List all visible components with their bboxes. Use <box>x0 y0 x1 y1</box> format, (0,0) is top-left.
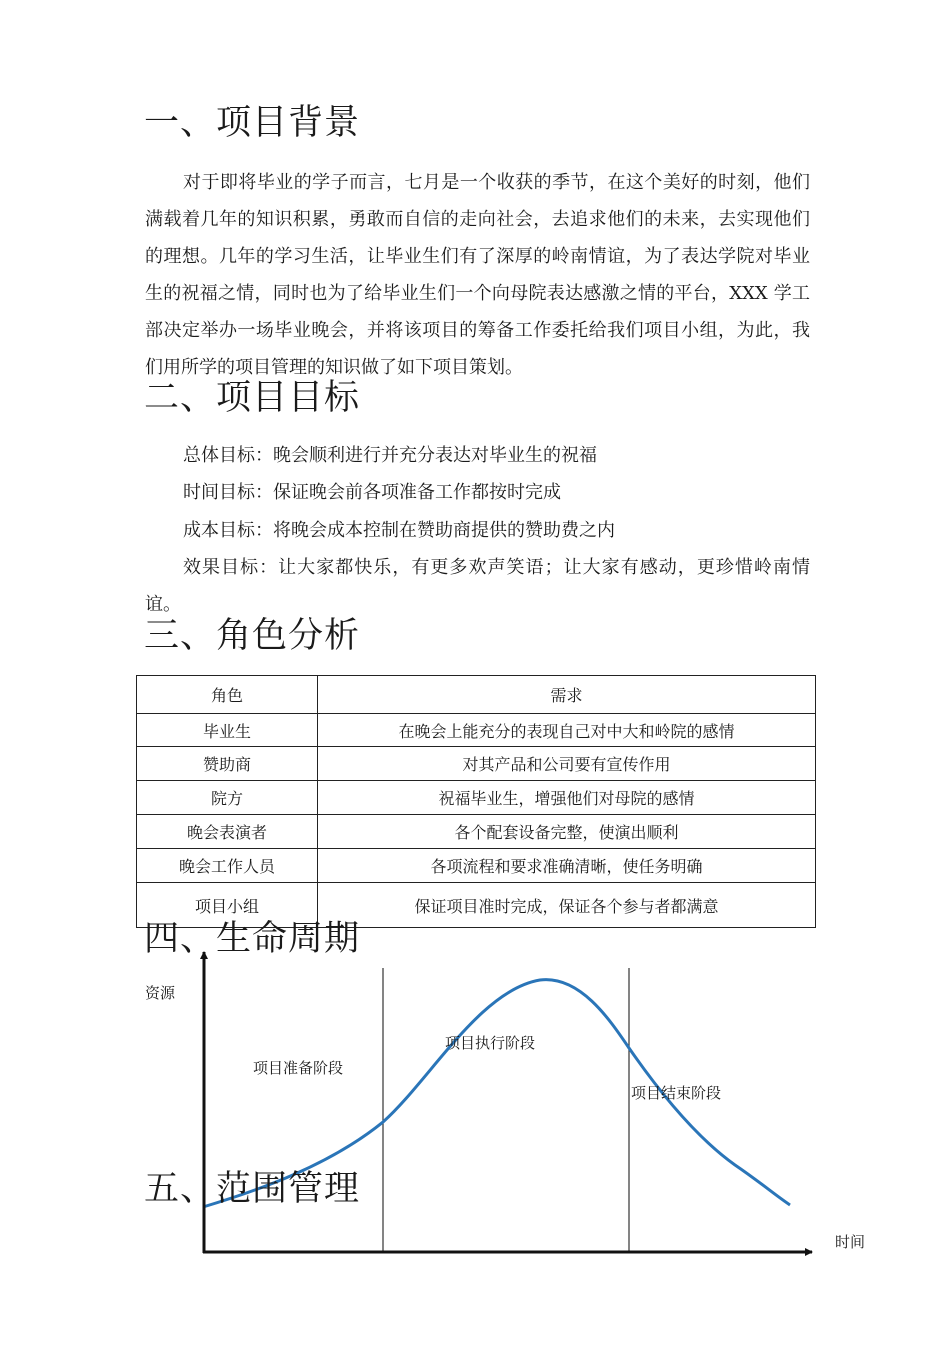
section-title-roles: 三、角色分析 <box>144 616 361 656</box>
table-cell-role: 晚会表演者 <box>137 815 318 849</box>
section-title-lifecycle: 四、生命周期 <box>144 919 361 959</box>
background-paragraph: 对于即将毕业的学子而言，七月是一个收获的季节，在这个美好的时刻，他们满载着几年的知识积累，勇敢而自信的走向社会，去追求他们的未来，去实现他们的理想。几年的学习生活，让毕业生们有了深厚的岭南情谊，为了表达学院对毕业生的祝福之情，同时也为了给毕业生们一个向母院表达感激之情的平台，XXX 学工部决定举办一场毕业晚会，并将该项目的筹备工作委托给我们项目小组，为此，我们用所学的项目管理的知识做了如下项目策划。 <box>145 172 810 378</box>
phase-label-execute: 项目执行阶段 <box>445 1034 536 1052</box>
table-cell-need: 各个配套设备完整，使演出顺利 <box>318 815 816 849</box>
table-cell-role: 毕业生 <box>137 714 318 747</box>
table-cell-need: 对其产品和公司要有宣传作用 <box>318 747 816 781</box>
phase-label-close: 项目结束阶段 <box>631 1084 722 1102</box>
table-row <box>137 747 816 781</box>
goal-overall: 总体目标：晚会顺利进行并充分表达对毕业生的祝福 <box>183 445 597 466</box>
roles-table <box>136 675 816 928</box>
table-cell-need: 祝福毕业生，增强他们对母院的感情 <box>318 781 816 815</box>
table-header-row <box>137 676 816 714</box>
table-header-role: 角色 <box>137 676 318 714</box>
table-cell-role: 项目小组 <box>137 883 318 928</box>
table-cell-need: 保证项目准时完成，保证各个参与者都满意 <box>318 883 816 928</box>
section-title-goals: 二、项目目标 <box>144 378 361 418</box>
table-row <box>137 781 816 815</box>
table-cell-role: 赞助商 <box>137 747 318 781</box>
goal-cost: 成本目标：将晚会成本控制在赞助商提供的赞助费之内 <box>183 520 615 541</box>
table-cell-need: 在晚会上能充分的表现自己对中大和岭院的感情 <box>318 714 816 747</box>
table-row <box>137 849 816 883</box>
goal-time: 时间目标：保证晚会前各项准备工作都按时完成 <box>183 482 561 503</box>
table-cell-need: 各项流程和要求准确清晰，使任务明确 <box>318 849 816 883</box>
table-header-need: 需求 <box>318 676 816 714</box>
section-title-scope: 五、范围管理 <box>144 1169 361 1209</box>
goal-effect: 效果目标：让大家都快乐，有更多欢声笑语；让大家有感动，更珍惜岭南情谊。 <box>145 557 810 615</box>
table-row <box>137 714 816 747</box>
y-axis-label: 资源 <box>145 984 176 1002</box>
x-axis-label: 时间 <box>835 1233 866 1251</box>
table-cell-role: 院方 <box>137 781 318 815</box>
section-title-background: 一、项目背景 <box>144 103 361 143</box>
phase-label-prepare: 项目准备阶段 <box>253 1059 344 1077</box>
table-row <box>137 815 816 849</box>
table-cell-role: 晚会工作人员 <box>137 849 318 883</box>
